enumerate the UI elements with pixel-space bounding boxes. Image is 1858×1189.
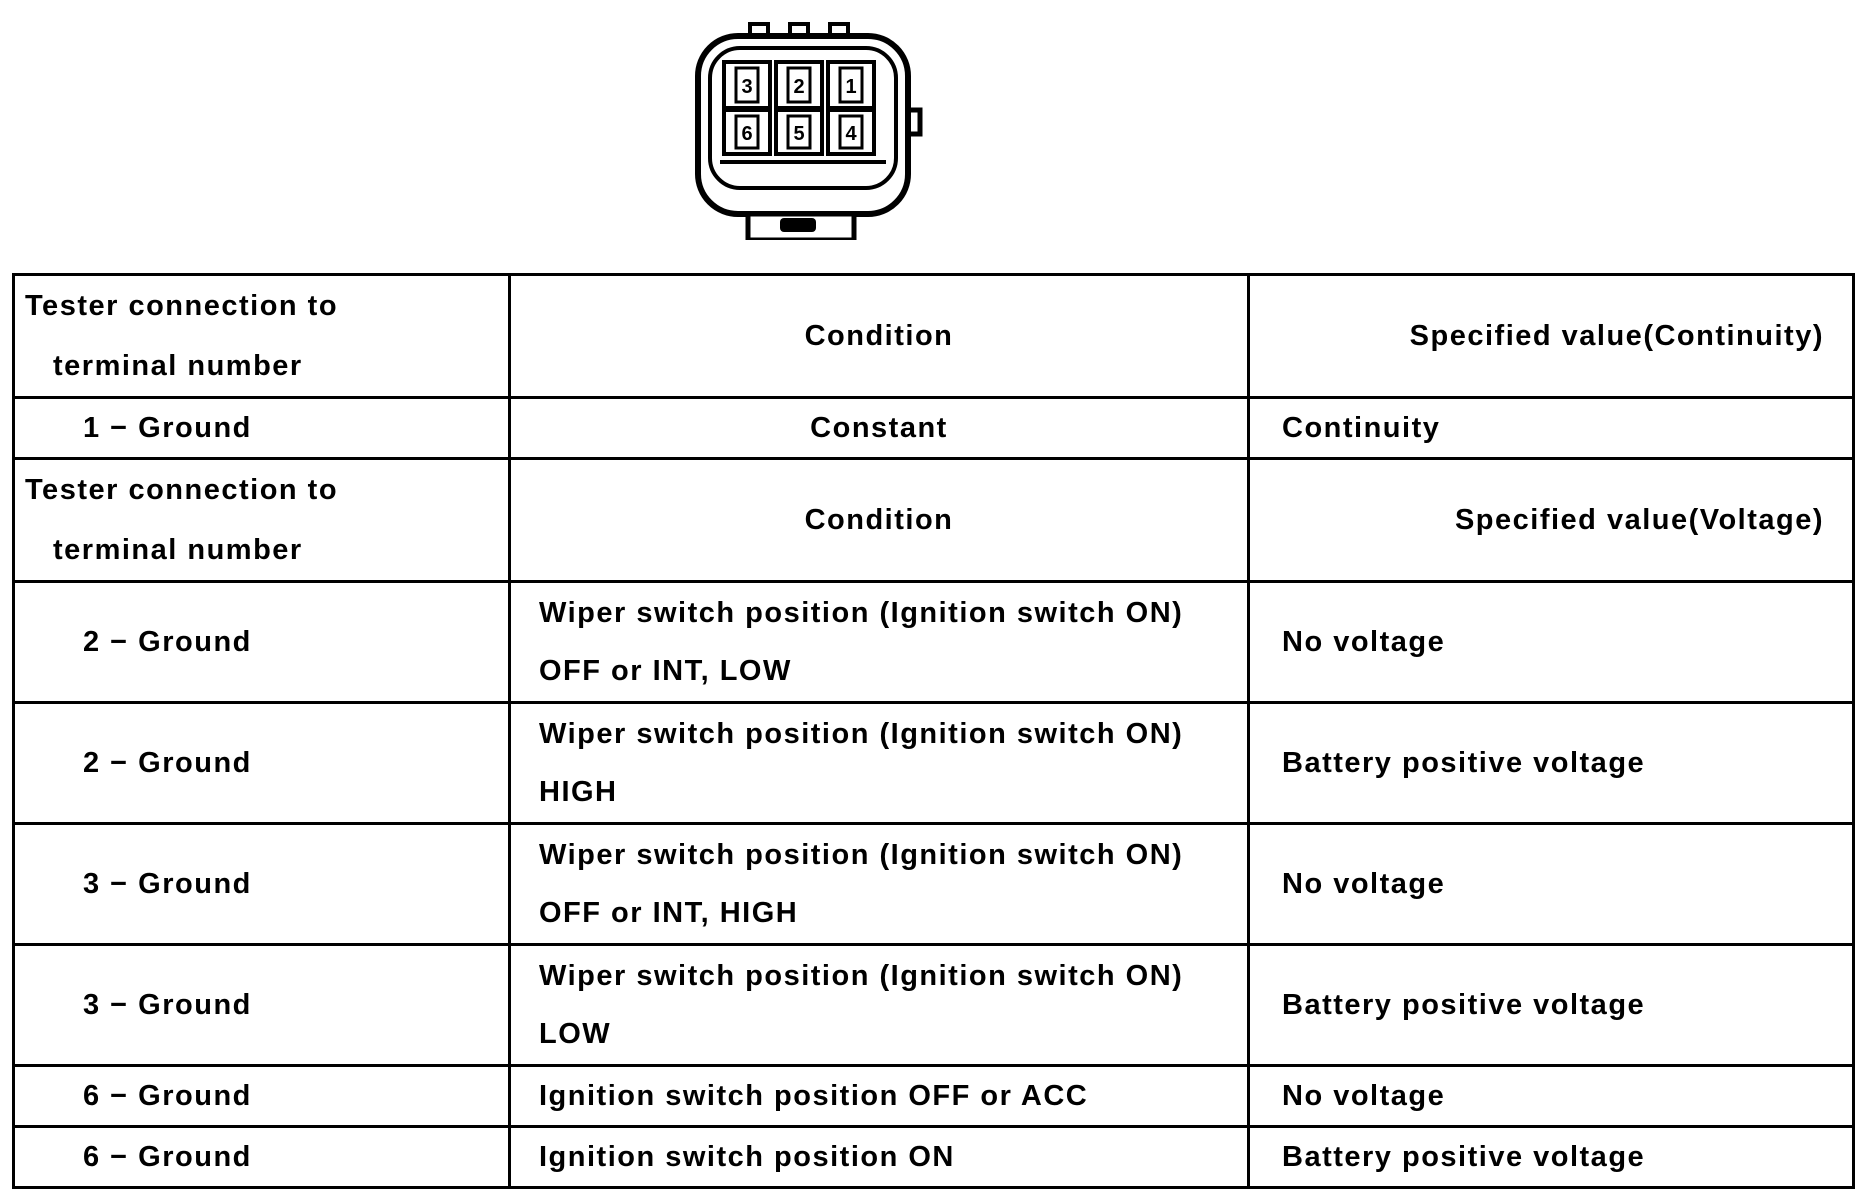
condition-header: Condition (510, 275, 1249, 398)
value-cell: No voltage (1249, 582, 1854, 703)
terminal-label: 4 (845, 123, 857, 145)
continuity-header-row (14, 275, 1854, 398)
connector-diagram (690, 10, 940, 240)
terminal-cell: 2 − Ground (14, 703, 510, 824)
terminal-cell: 6 − Ground (14, 1127, 510, 1188)
table-row (14, 1066, 1854, 1127)
terminal-label: 1 (845, 76, 857, 98)
terminal-label: 5 (793, 123, 805, 145)
value-cell: Battery positive voltage (1249, 703, 1854, 824)
table-row (14, 824, 1854, 945)
tester-connection-header (14, 275, 510, 398)
terminal-grid (724, 62, 874, 154)
table-row (14, 582, 1854, 703)
condition-cell (510, 703, 1249, 824)
condition-cell (510, 582, 1249, 703)
condition-line: Wiper switch position (Ignition switch ON) (539, 597, 1184, 629)
condition-line: OFF or INT, LOW (539, 655, 792, 687)
header-line: terminal number (53, 350, 303, 382)
terminal-label: 2 (793, 76, 805, 98)
terminal-cell: 1 − Ground (14, 398, 510, 459)
condition-cell (510, 824, 1249, 945)
table-row (14, 945, 1854, 1066)
condition-cell: Ignition switch position OFF or ACC (510, 1066, 1249, 1127)
terminal-cell: 3 − Ground (14, 824, 510, 945)
condition-cell (510, 945, 1249, 1066)
table-row (14, 398, 1854, 459)
header-line: Tester connection to (25, 474, 339, 506)
condition-line: OFF or INT, HIGH (539, 897, 799, 929)
condition-cell: Ignition switch position ON (510, 1127, 1249, 1188)
condition-cell: Constant (510, 398, 1249, 459)
condition-line: Wiper switch position (Ignition switch ON) (539, 839, 1184, 871)
table-row (14, 703, 1854, 824)
value-cell: No voltage (1249, 1066, 1854, 1127)
value-cell: Battery positive voltage (1249, 1127, 1854, 1188)
condition-line: HIGH (539, 776, 618, 808)
terminal-cell: 2 − Ground (14, 582, 510, 703)
terminal-label: 6 (741, 123, 753, 145)
table-row (14, 1127, 1854, 1188)
header-line: terminal number (53, 534, 303, 566)
condition-line: Wiper switch position (Ignition switch ON) (539, 960, 1184, 992)
terminal-label: 3 (741, 76, 753, 98)
terminal-cell: 3 − Ground (14, 945, 510, 1066)
condition-line: Wiper switch position (Ignition switch ON) (539, 718, 1184, 750)
value-cell: Continuity (1249, 398, 1854, 459)
condition-line: LOW (539, 1018, 612, 1050)
value-cell: Battery positive voltage (1249, 945, 1854, 1066)
tester-connection-header (14, 459, 510, 582)
condition-header: Condition (510, 459, 1249, 582)
voltage-header-row (14, 459, 1854, 582)
value-cell: No voltage (1249, 824, 1854, 945)
header-line: Tester connection to (25, 290, 339, 322)
spec-continuity-header: Specified value(Continuity) (1249, 275, 1854, 398)
spec-voltage-header: Specified value(Voltage) (1249, 459, 1854, 582)
terminal-cell: 6 − Ground (14, 1066, 510, 1127)
specification-table (12, 273, 1855, 1189)
